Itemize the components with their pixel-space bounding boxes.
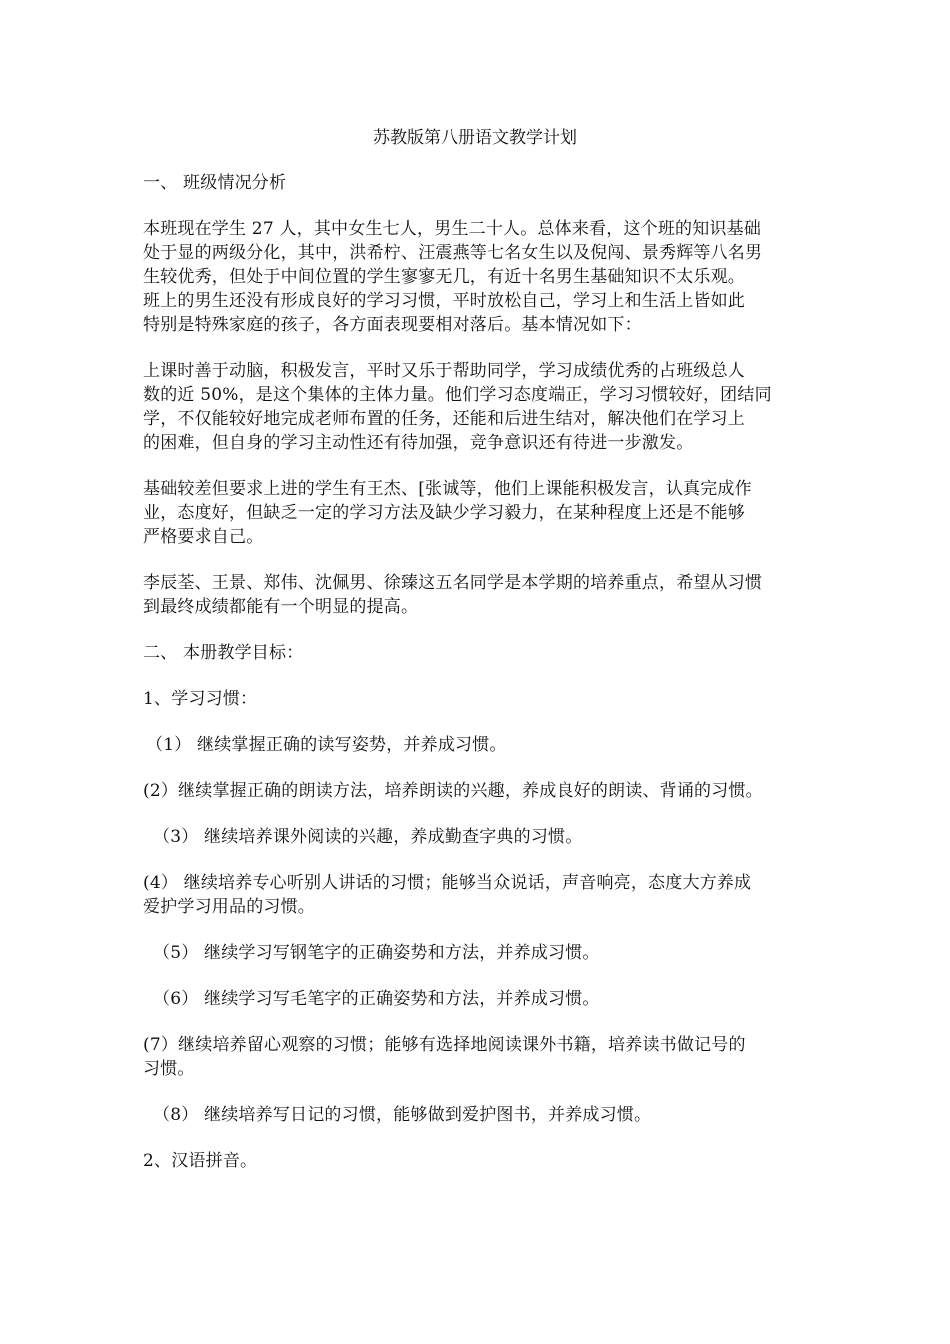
list-item-line: （1） 继续掌握正确的读写姿势，并养成习惯。 — [146, 735, 507, 755]
list-item-line: 习惯。 — [143, 1059, 195, 1079]
list-item — [143, 733, 811, 757]
document-body — [143, 171, 811, 1173]
paragraph-line: 处于显的两级分化，其中，洪希柠、汪震燕等七名女生以及倪闯、景秀辉等八名男 — [143, 243, 763, 263]
list-item-line: (2）继续掌握正确的朗读方法，培养朗读的兴趣，养成良好的朗读、背诵的习惯。 — [143, 781, 763, 801]
paragraph-class-overview — [143, 217, 811, 337]
paragraph-line: 上课时善于动脑，积极发言，平时又乐于帮助同学，学习成绩优秀的占班级总人 — [143, 361, 745, 381]
paragraph-line: 数的近 50%，是这个集体的主体力量。他们学习态度端正，学习习惯较好，团结同 — [143, 385, 772, 405]
paragraph-line: 李辰荃、王景、郑伟、沈佩男、徐臻这五名同学是本学期的培养重点，希望从习惯 — [143, 573, 763, 593]
subheading-study-habits: 1、学习习惯： — [143, 689, 258, 709]
list-item-line: (7）继续培养留心观察的习惯；能够有选择地阅读课外书籍，培养读书做记号的 — [143, 1035, 746, 1055]
list-item-line: （5） 继续学习写钢笔字的正确姿势和方法，并养成习惯。 — [153, 943, 600, 963]
list-item-line: （6） 继续学习写毛笔字的正确姿势和方法，并养成习惯。 — [153, 989, 600, 1009]
paragraph-line: 的困难，但自身的学习主动性还有待加强，竞争意识还有待进一步激发。 — [143, 433, 694, 453]
list-item — [143, 1103, 811, 1127]
list-item-line: （8） 继续培养写日记的习惯，能够做到爱护图书，并养成习惯。 — [153, 1105, 652, 1125]
list-item-line: （3） 继续培养课外阅读的兴趣，养成勤查字典的习惯。 — [153, 827, 583, 847]
list-item — [143, 987, 811, 1011]
list-item — [143, 1033, 811, 1081]
subheading-pinyin: 2、汉语拼音。 — [143, 1151, 258, 1171]
paragraph-line: 学，不仅能较好地完成老师布置的任务，还能和后进生结对，解决他们在学习上 — [143, 409, 745, 429]
list-item — [143, 871, 811, 919]
paragraph-weaker-students — [143, 477, 811, 549]
paragraph-line: 到最终成绩都能有一个明显的提高。 — [143, 597, 419, 617]
list-item — [143, 825, 811, 849]
section-heading-teaching-goals: 二、 本册教学目标： — [143, 643, 304, 663]
paragraph-line: 业，态度好，但缺乏一定的学习方法及缺少学习毅力，在某种程度上还是不能够 — [143, 503, 745, 523]
paragraph-line: 特别是特殊家庭的孩子，各方面表现要相对落后。基本情况如下： — [143, 315, 642, 335]
section-heading-class-analysis: 一、 班级情况分析 — [143, 173, 287, 193]
list-item — [143, 779, 811, 803]
paragraph-line: 严格要求自己。 — [143, 527, 264, 547]
document-title: 苏教版第八册语文教学计划 — [373, 128, 577, 148]
paragraph-line: 班上的男生还没有形成良好的学习习惯，平时放松自己，学习上和生活上皆如此 — [143, 291, 745, 311]
paragraph-focus-students — [143, 571, 811, 619]
paragraph-line: 生较优秀，但处于中间位置的学生寥寥无几，有近十名男生基础知识不太乐观。 — [143, 267, 745, 287]
list-item-line: 爱护学习用品的习惯。 — [143, 897, 315, 917]
paragraph-line: 本班现在学生 27 人，其中女生七人，男生二十人。总体来看，这个班的知识基础 — [143, 219, 762, 239]
paragraph-line: 基础较差但要求上进的学生有王杰、[张诚等，他们上课能积极发言，认真完成作 — [143, 479, 752, 499]
list-item — [143, 941, 811, 965]
paragraph-top-students — [143, 359, 811, 455]
list-item-line: (4） 继续培养专心听别人讲话的习惯；能够当众说话，声音响亮，态度大方养成 — [143, 873, 752, 893]
